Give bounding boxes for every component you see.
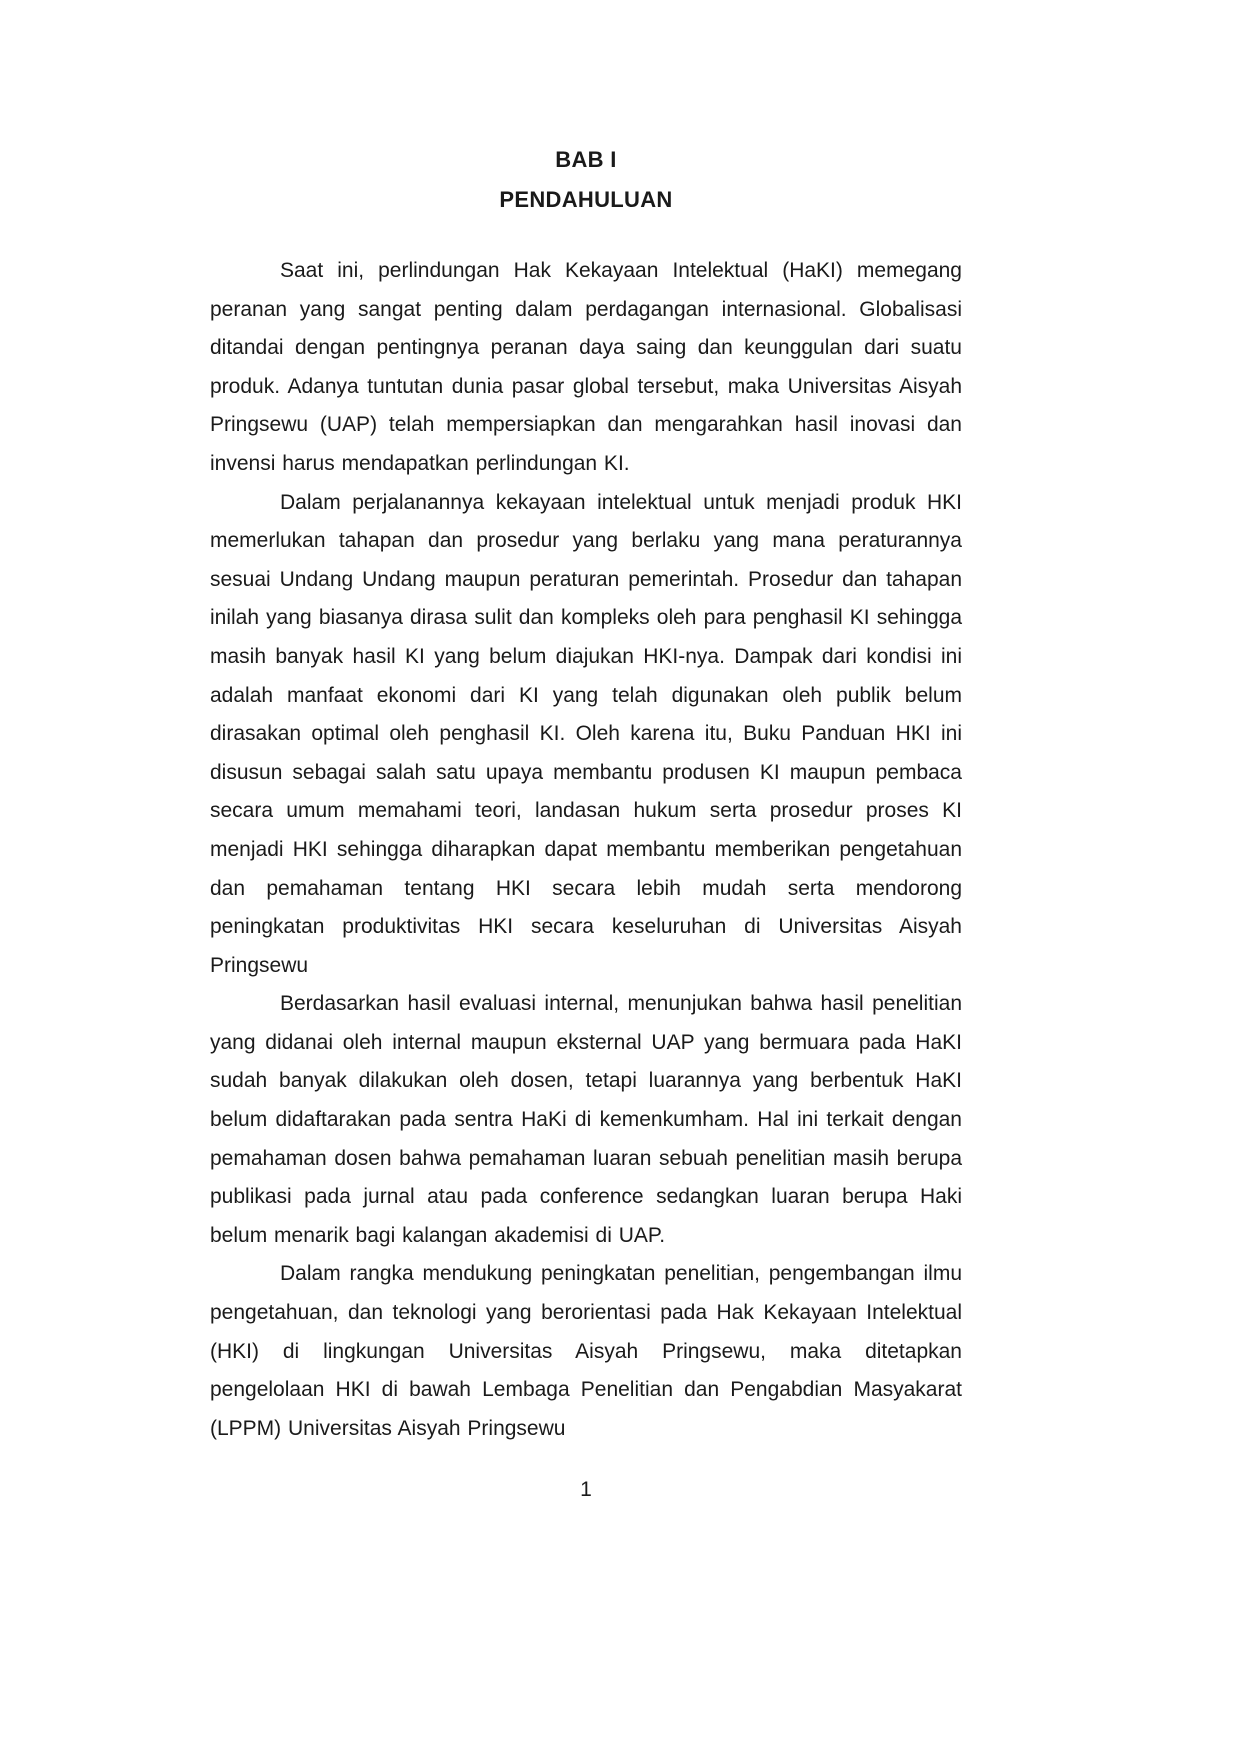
chapter-heading — [210, 140, 962, 220]
paragraph: Dalam rangka mendukung peningkatan penelitian, pengembangan ilmu pengetahuan, dan teknologi yang berorientasi pada Hak Kekayaan Intelektual (HKI) di lingkungan Universitas Aisyah Pringsewu, maka ditetapkan pengelolaan HKI di bawah Lembaga Penelitian dan Pengabdian Masyakarat (LPPM) Universitas Aisyah Pringsewu — [210, 1262, 962, 1440]
page-footer — [210, 1478, 962, 1502]
paragraph: Saat ini, perlindungan Hak Kekayaan Intelektual (HaKI) memegang peranan yang sangat penting dalam perdagangan internasional. Globalisasi ditandai dengan pentingnya peranan daya saing dan keunggulan dari suatu produk. Adanya tuntutan dunia pasar global tersebut, maka Universitas Aisyah Pringsewu (UAP) telah mempersiapkan dan mengarahkan hasil inovasi dan invensi harus mendapatkan perlindungan KI. — [210, 259, 962, 475]
chapter-number: BAB I — [555, 147, 617, 172]
page-number: 1 — [580, 1478, 592, 1501]
chapter-title: PENDAHULUAN — [499, 187, 673, 212]
paragraph: Berdasarkan hasil evaluasi internal, menunjukan bahwa hasil penelitian yang didanai oleh internal maupun eksternal UAP yang bermuara pada HaKI sudah banyak dilakukan oleh dosen, tetapi luarannya yang berbentuk HaKI belum didaftarakan pada sentra HaKi di kemenkumham. Hal ini terkait dengan pemahaman dosen bahwa pemahaman luaran sebuah penelitian masih berupa publikasi pada jurnal atau pada conference sedangkan luaran berupa Haki belum menarik bagi kalangan akademisi di UAP. — [210, 992, 962, 1247]
page-content — [210, 140, 962, 1448]
body-text — [210, 252, 962, 1448]
paragraph: Dalam perjalanannya kekayaan intelektual untuk menjadi produk HKI memerlukan tahapan dan prosedur yang berlaku yang mana peraturannya sesuai Undang Undang maupun peraturan pemerintah. Prosedur dan tahapan inilah yang biasanya dirasa sulit dan kompleks oleh para penghasil KI sehingga masih banyak hasil KI yang belum diajukan HKI-nya. Dampak dari kondisi ini adalah manfaat ekonomi dari KI yang telah digunakan oleh publik belum dirasakan optimal oleh penghasil KI. Oleh karena itu, Buku Panduan HKI ini disusun sebagai salah satu upaya membantu produsen KI maupun pembaca secara umum memahami teori, landasan hukum serta prosedur proses KI menjadi HKI sehingga diharapkan dapat membantu memberikan pengetahuan dan pemahaman tentang HKI secara lebih mudah serta mendorong peningkatan produktivitas HKI secara keseluruhan di Universitas Aisyah Pringsewu — [210, 490, 962, 977]
